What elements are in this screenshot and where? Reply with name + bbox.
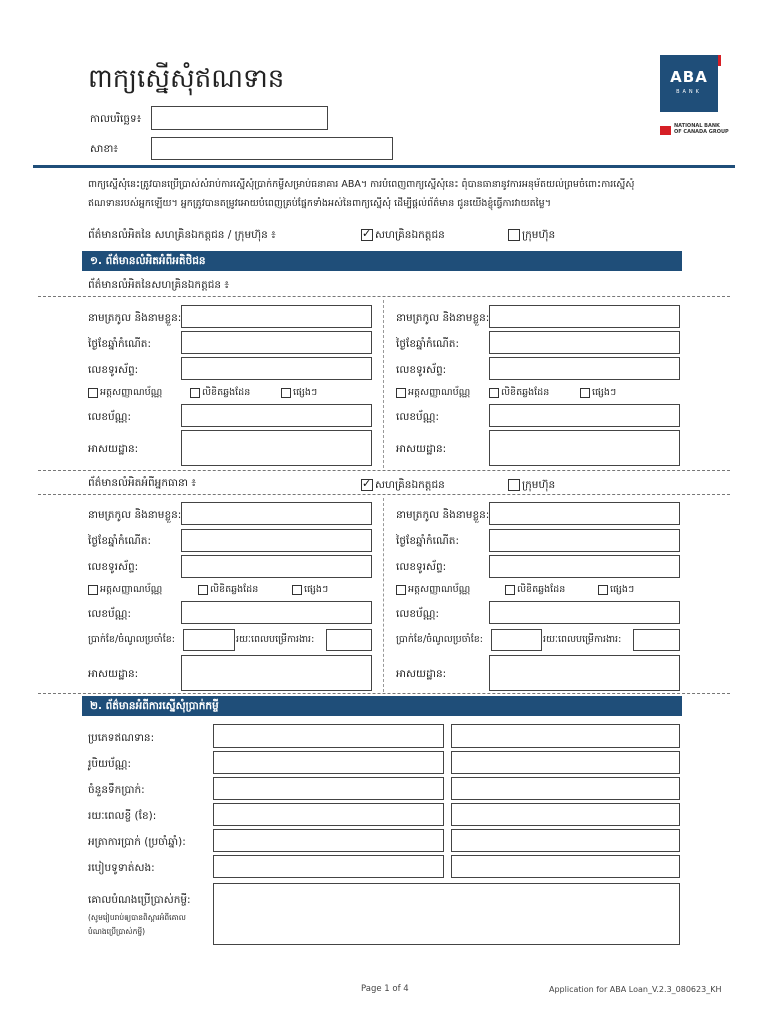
currency-field-a[interactable]: [213, 751, 444, 774]
gr-docno-field[interactable]: [489, 601, 680, 624]
branch-field[interactable]: [151, 137, 393, 160]
s1l-other-option[interactable]: [281, 386, 317, 400]
amount-label: ចំនួនទឹកប្រាក់:: [88, 784, 145, 796]
s1r-name-label: នាមត្រកូល និងនាមខ្លួន:: [396, 312, 490, 324]
aba-logo: [660, 55, 718, 112]
repayment-field-b[interactable]: [451, 855, 680, 878]
gr-address-label: អាសយដ្ឋាន:: [396, 668, 447, 680]
gr-name-field[interactable]: [489, 502, 680, 525]
gr-other-option[interactable]: [598, 583, 634, 597]
gr-other-label: ផ្សេងៗ: [610, 584, 635, 595]
gl-name-label: នាមត្រកូល និងនាមខ្លួន:: [88, 509, 182, 521]
s1r-other-checkbox[interactable]: [580, 388, 590, 398]
guarantor-opt-company[interactable]: [508, 478, 555, 492]
gl-id-checkbox[interactable]: [88, 585, 98, 595]
purpose-label: គោលបំណងប្រើប្រាស់កម្ចី:: [88, 894, 191, 906]
gr-name-label: នាមត្រកូល និងនាមខ្លួន:: [396, 509, 490, 521]
s1r-address-field[interactable]: [489, 430, 680, 466]
gr-phone-label: លេខទូរស័ព្ទ:: [396, 561, 447, 573]
section2-divider: [38, 693, 730, 694]
gr-tenure-label: រយៈពេលបម្រើការងារ:: [543, 634, 622, 645]
s1r-passport-option[interactable]: [489, 386, 549, 400]
partner-logo-text: [674, 123, 729, 135]
s1l-dob-label: ថ្ងៃខែឆ្នាំកំណើត:: [88, 338, 152, 350]
applicant-opt-sole[interactable]: [361, 228, 445, 242]
s1r-dob-label: ថ្ងៃខែឆ្នាំកំណើត:: [396, 338, 460, 350]
s1l-other-label: ផ្សេងៗ: [293, 387, 318, 398]
s1r-phone-label: លេខទូរស័ព្ទ:: [396, 364, 447, 376]
purpose-field[interactable]: [213, 883, 680, 945]
company-checkbox[interactable]: [508, 229, 520, 241]
s1l-id-checkbox[interactable]: [88, 388, 98, 398]
s1r-phone-field[interactable]: [489, 357, 680, 380]
s1r-name-field[interactable]: [489, 305, 680, 328]
gr-id-label: អត្តសញ្ញាណប័ណ្ណ: [408, 584, 471, 595]
intro-line-2: ឥណទានរបស់អ្នកឡើយ។ អ្នកត្រូវបានតម្រូវអោយបំពេញគ្រប់ផ្នែកទាំងអស់នៃពាក្យស្នើសុំ ដើម្បីផ្តល់ព័ត៌មាន ជូនយើងខ្ញុំធ្វើការវាយតម្លៃ។: [88, 198, 551, 209]
header-rule: [33, 165, 735, 168]
gr-id-option[interactable]: [396, 583, 470, 597]
guarantor-sole-checkbox[interactable]: [361, 479, 373, 491]
term-field-b[interactable]: [451, 803, 680, 826]
amount-field-a[interactable]: [213, 777, 444, 800]
partner-line2: OF CANADA GROUP: [674, 129, 729, 135]
page-title: ពាក្យស្នើសុំឥណទាន: [88, 64, 285, 94]
s1l-docno-label: លេខប័ណ្ណ:: [88, 411, 132, 423]
s1r-passport-label: លិខិតឆ្លងដែន: [501, 387, 550, 398]
gl-docno-label: លេខប័ណ្ណ:: [88, 608, 132, 620]
gr-passport-checkbox[interactable]: [505, 585, 515, 595]
s1r-id-label: អត្តសញ្ញាណប័ណ្ណ: [408, 387, 471, 398]
s1l-name-label: នាមត្រកូល និងនាមខ្លួន:: [88, 312, 182, 324]
document-reference: Application for ABA Loan_V.2.3_080623_KH: [549, 985, 722, 994]
purpose-note-2: បំណងប្រើប្រាស់កម្ចី): [88, 927, 146, 936]
rate-field-a[interactable]: [213, 829, 444, 852]
s1r-dob-field[interactable]: [489, 331, 680, 354]
s1l-address-label: អាសយដ្ឋាន:: [88, 443, 139, 455]
s1l-passport-label: លិខិតឆ្លងដែន: [202, 387, 251, 398]
gl-other-checkbox[interactable]: [292, 585, 302, 595]
amount-field-b[interactable]: [451, 777, 680, 800]
gr-tenure-field[interactable]: [633, 629, 680, 651]
s1r-address-label: អាសយដ្ឋាន:: [396, 443, 447, 455]
gl-address-label: អាសយដ្ឋាន:: [88, 668, 139, 680]
s1l-address-field[interactable]: [181, 430, 372, 466]
gl-name-field[interactable]: [181, 502, 372, 525]
logo-red-tab: [718, 55, 721, 66]
s1l-passport-option[interactable]: [190, 386, 250, 400]
purpose-note-1: (សូមរៀបរាប់ឲ្យបានពិស្តារអំពីគោល: [88, 913, 186, 922]
gl-dob-field[interactable]: [181, 529, 372, 552]
gr-dob-field[interactable]: [489, 529, 680, 552]
repayment-field-a[interactable]: [213, 855, 444, 878]
gr-id-checkbox[interactable]: [396, 585, 406, 595]
s1r-other-label: ផ្សេងៗ: [592, 387, 617, 398]
section2-header: ២. ព័ត៌មានអំពីការស្នើសុំប្រាក់កម្ចី: [82, 696, 682, 716]
gl-passport-option[interactable]: [198, 583, 258, 597]
currency-field-b[interactable]: [451, 751, 680, 774]
s1l-id-option[interactable]: [88, 386, 162, 400]
term-label: រយៈពេលខ្ចី (ខែ):: [88, 810, 157, 822]
sole-label: សហគ្រិនឯកត្តជន: [375, 229, 445, 241]
date-label: កាលបរិច្ឆេទ៖: [90, 113, 142, 125]
applicant-type-label: ព័ត៌មានលំអិតនៃ សហគ្រិនឯកត្តជន / ក្រុមហ៊ុន ៖: [88, 229, 276, 241]
intro-line-1: ពាក្យស្នើសុំនេះត្រូវបានប្រើប្រាស់សំរាប់ការស្នើសុំប្រាក់កម្ចីសម្រាប់ធនាគារ ABA។ ការបំពេញពាក្យស្នើសុំនេះ ពុំបានធានានូវការអនុម័តយល់ព្រមចំពោះការស្នើសុំ: [88, 179, 635, 190]
guarantor-opt-sole[interactable]: [361, 478, 445, 492]
repayment-label: របៀបទូទាត់សង:: [88, 862, 155, 874]
s1l-docno-field[interactable]: [181, 404, 372, 427]
gr-dob-label: ថ្ងៃខែឆ្នាំកំណើត:: [396, 535, 460, 547]
gl-docno-field[interactable]: [181, 601, 372, 624]
gl-dob-label: ថ្ងៃខែឆ្នាំកំណើត:: [88, 535, 152, 547]
s1l-name-field[interactable]: [181, 305, 372, 328]
guarantor-column-divider: [383, 498, 384, 692]
gl-other-label: ផ្សេងៗ: [304, 584, 329, 595]
gl-passport-checkbox[interactable]: [198, 585, 208, 595]
s1l-id-label: អត្តសញ្ញាណប័ណ្ណ: [100, 387, 163, 398]
loan-type-label: ប្រភេទឥណទាន:: [88, 732, 155, 744]
rate-field-b[interactable]: [451, 829, 680, 852]
gr-salary-label: ប្រាក់ខែ/ចំណូលប្រចាំខែ:: [396, 634, 483, 645]
s1r-id-checkbox[interactable]: [396, 388, 406, 398]
gl-passport-label: លិខិតឆ្លងដែន: [210, 584, 259, 595]
gr-other-checkbox[interactable]: [598, 585, 608, 595]
section1-subtitle: ព័ត៌មានលំអិតនៃសហគ្រិនឯកត្តជន ៖: [88, 279, 230, 291]
section1-column-divider: [383, 300, 384, 468]
guarantor-divider: [38, 494, 730, 495]
gl-salary-field[interactable]: [183, 629, 235, 651]
loan-type-field-b[interactable]: [451, 724, 680, 748]
date-field[interactable]: [151, 106, 328, 130]
s1r-passport-checkbox[interactable]: [489, 388, 499, 398]
gl-tenure-label: រយៈពេលបម្រើការងារ:: [236, 634, 315, 645]
s1r-id-option[interactable]: [396, 386, 470, 400]
gl-id-option[interactable]: [88, 583, 162, 597]
guarantor-sole-label: សហគ្រិនឯកត្តជន: [375, 479, 445, 491]
gr-passport-option[interactable]: [505, 583, 565, 597]
s1l-dob-field[interactable]: [181, 331, 372, 354]
branch-label: សាខា៖: [90, 143, 118, 155]
gr-salary-field[interactable]: [491, 629, 542, 651]
rate-label: អត្រាការប្រាក់ (ប្រចាំឆ្នាំ):: [88, 836, 186, 848]
logo-brand: ABA: [670, 68, 708, 86]
gl-id-label: អត្តសញ្ញាណប័ណ្ណ: [100, 584, 163, 595]
gr-passport-label: លិខិតឆ្លងដែន: [517, 584, 566, 595]
page-number: Page 1 of 4: [361, 984, 409, 994]
loan-type-field-a[interactable]: [213, 724, 444, 748]
gr-phone-field[interactable]: [489, 555, 680, 578]
s1l-phone-field[interactable]: [181, 357, 372, 380]
s1r-docno-field[interactable]: [489, 404, 680, 427]
partner-line1: NATIONAL BANK: [674, 123, 720, 129]
guarantor-divider-top: [38, 470, 730, 471]
guarantor-company-label: ក្រុមហ៊ុន: [522, 479, 556, 491]
gl-phone-field[interactable]: [181, 555, 372, 578]
s1r-docno-label: លេខប័ណ្ណ:: [396, 411, 440, 423]
section1-header: ១. ព័ត៌មានលំអិតអំពីអតិថិជន: [82, 251, 682, 271]
section1-divider: [38, 296, 730, 297]
gl-other-option[interactable]: [292, 583, 328, 597]
applicant-opt-company[interactable]: [508, 228, 555, 242]
partner-flag-icon: [660, 126, 671, 135]
s1l-other-checkbox[interactable]: [281, 388, 291, 398]
gr-address-field[interactable]: [489, 655, 680, 691]
gl-phone-label: លេខទូរស័ព្ទ:: [88, 561, 139, 573]
guarantor-title: ព័ត៌មានលំអិតអំពីអ្នកធានា ៖: [88, 477, 196, 489]
gl-address-field[interactable]: [181, 655, 372, 691]
gl-tenure-field[interactable]: [326, 629, 372, 651]
sole-checkbox[interactable]: [361, 229, 373, 241]
logo-sub: BANK: [676, 89, 702, 95]
gr-docno-label: លេខប័ណ្ណ:: [396, 608, 440, 620]
gl-salary-label: ប្រាក់ខែ/ចំណូលប្រចាំខែ:: [88, 634, 175, 645]
guarantor-company-checkbox[interactable]: [508, 479, 520, 491]
currency-label: រូបិយប័ណ្ណ:: [88, 758, 132, 770]
s1r-other-option[interactable]: [580, 386, 616, 400]
s1l-passport-checkbox[interactable]: [190, 388, 200, 398]
term-field-a[interactable]: [213, 803, 444, 826]
s1l-phone-label: លេខទូរស័ព្ទ:: [88, 364, 139, 376]
company-label: ក្រុមហ៊ុន: [522, 229, 556, 241]
